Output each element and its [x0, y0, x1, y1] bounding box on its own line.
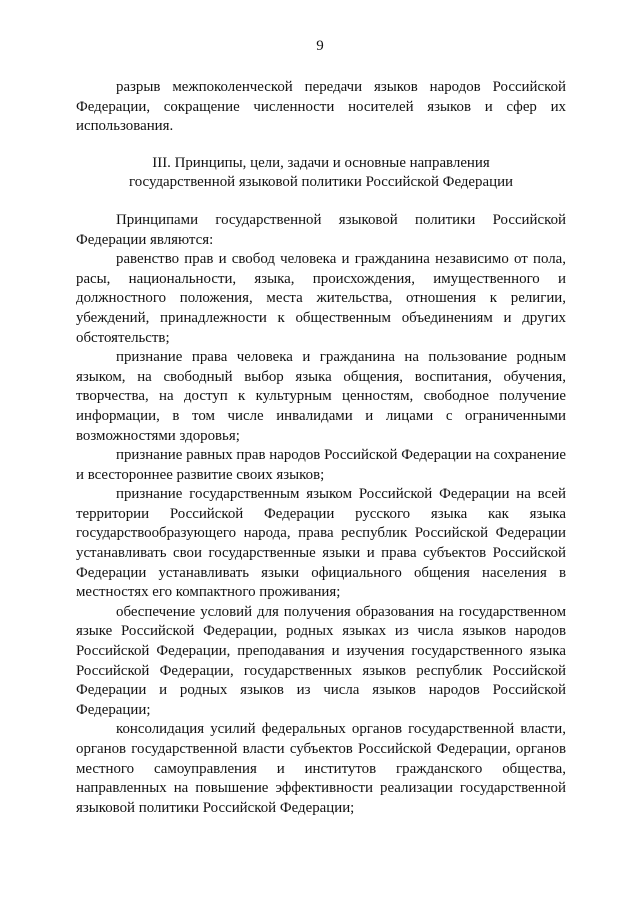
principle-item: консолидация усилий федеральных органов государственной власти, органов государственной власти субъектов Российской Федерации, органов местного самоуправления и институтов гражданского общества, направленных на повышение эффективности реализации государственной языковой политики Российской Федерации;	[76, 721, 566, 816]
principles-intro: Принципами государственной языковой политики Российской Федерации являются:	[76, 211, 566, 248]
principle-item: признание равных прав народов Российской Федерации на сохранение и всестороннее развитие своих языков;	[76, 447, 566, 483]
principle-item: признание права человека и гражданина на пользование родным языком, на свободный выбор языка общения, воспитания, обучения, творчества, на доступ к культурным ценностям, свободное получение информации, в том числе инвалидами и лицами с ограниченными возможностями здоровья;	[76, 349, 566, 444]
principle-item: равенство прав и свобод человека и гражданина независимо от пола, расы, национальности, языка, происхождения, имущественного и должностного положения, места жительства, отношения к религии, убеждений, принадлежности к общественным объединениям и других обстоятельств;	[76, 251, 566, 346]
section-heading-line-2: государственной языковой политики Российской Федерации	[128, 174, 514, 191]
spacer	[76, 137, 566, 154]
principles-list	[76, 250, 566, 818]
principle-item: признание государственным языком Российской Федерации на всей территории Российской Федерации русского языка как языка государствообразующего народа, права республик Российской Федерации устанавливать свои государственные языки и права субъектов Российской Федерации устанавливать языки официального общения населения в местностях его компактного проживания;	[76, 486, 566, 601]
section-heading	[76, 154, 566, 193]
principle-item: обеспечение условий для получения образования на государственном языке Российской Федерации, родных языках из числа языков народов Российской Федерации, преподавания и изучения государственного языка Российской Федерации, государственных языков республик Российской Федерации и родных языков из числа языков народов Российской Федерации;	[76, 603, 566, 718]
spacer	[76, 193, 566, 211]
intro-paragraph: разрыв межпоколенческой передачи языков народов Российской Федерации, сокращение численности носителей языков и сфер их использования.	[76, 79, 566, 135]
document-body	[76, 78, 566, 818]
page-number: 9	[316, 38, 324, 54]
section-heading-line-1: III. Принципы, цели, задачи и основные направления	[152, 154, 490, 171]
